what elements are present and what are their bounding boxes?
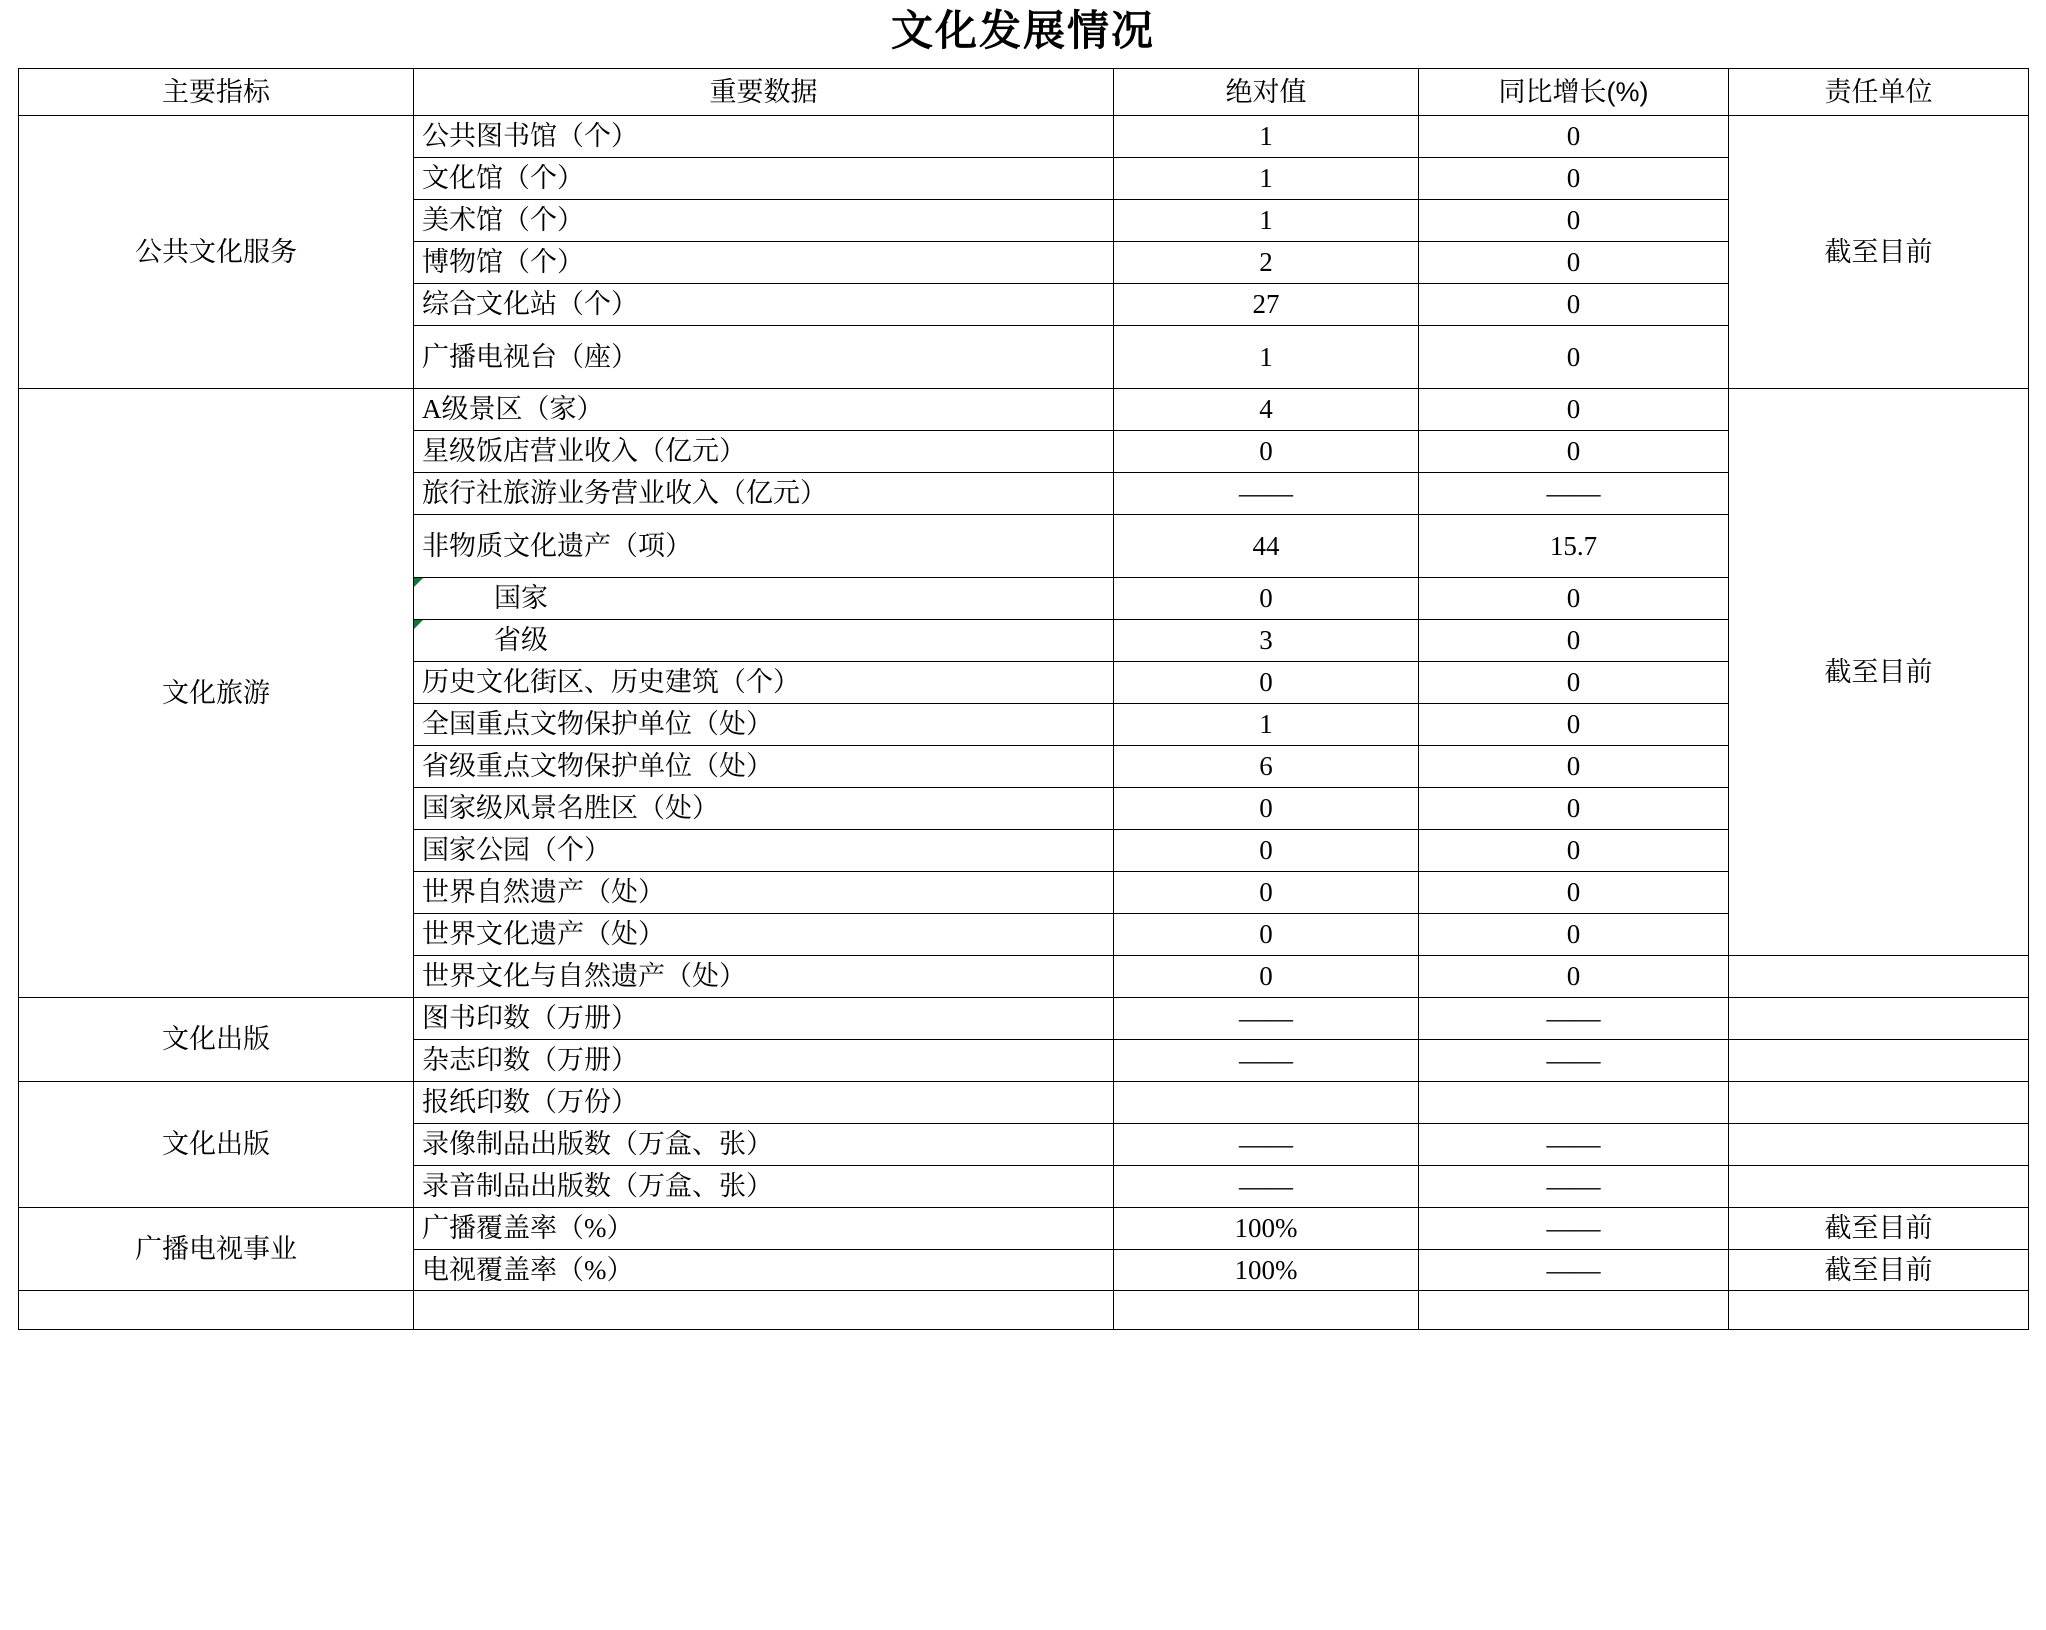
row-yoy-value: —— [1419, 1124, 1729, 1166]
group-unit [1729, 1082, 2029, 1124]
row-absolute-value [1114, 1082, 1419, 1124]
group-unit: 截至目前 [1729, 116, 2029, 389]
row-item-label: 广播电视台（座） [414, 326, 1114, 389]
row-yoy-value: 0 [1419, 746, 1729, 788]
row-absolute-value: 0 [1114, 956, 1419, 998]
row-yoy-value: 0 [1419, 200, 1729, 242]
row-yoy-value: 0 [1419, 578, 1729, 620]
empty-cell [414, 1291, 1114, 1330]
row-yoy-value: 0 [1419, 116, 1729, 158]
row-item-label: 国家级风景名胜区（处） [414, 788, 1114, 830]
table-row-empty [19, 1291, 2029, 1330]
group-unit [1729, 1166, 2029, 1208]
row-absolute-value: 0 [1114, 578, 1419, 620]
row-item-label: 世界文化与自然遗产（处） [414, 956, 1114, 998]
row-yoy-value: 0 [1419, 788, 1729, 830]
row-item-label: 世界自然遗产（处） [414, 872, 1114, 914]
row-absolute-value: 1 [1114, 326, 1419, 389]
row-yoy-value: —— [1419, 1040, 1729, 1082]
group-label: 公共文化服务 [19, 116, 414, 389]
group-unit [1729, 998, 2029, 1040]
row-yoy-value: 0 [1419, 830, 1729, 872]
row-item-label: 电视覆盖率（%） [414, 1250, 1114, 1291]
row-yoy-value: —— [1419, 1250, 1729, 1291]
row-yoy-value: 0 [1419, 662, 1729, 704]
row-absolute-value: 6 [1114, 746, 1419, 788]
culture-development-table [18, 68, 2029, 1330]
row-absolute-value: —— [1114, 998, 1419, 1040]
row-item-label: 非物质文化遗产（项） [414, 515, 1114, 578]
row-yoy-value: 15.7 [1419, 515, 1729, 578]
row-absolute-value: 0 [1114, 662, 1419, 704]
row-absolute-value: 0 [1114, 914, 1419, 956]
group-label: 广播电视事业 [19, 1208, 414, 1291]
page-title: 文化发展情况 [890, 7, 1155, 54]
row-yoy-value: 0 [1419, 956, 1729, 998]
row-yoy-value: 0 [1419, 326, 1729, 389]
row-absolute-value: 100% [1114, 1250, 1419, 1291]
row-item-label: 省级 [414, 620, 1114, 662]
empty-cell [1729, 1291, 2029, 1330]
row-absolute-value: 0 [1114, 788, 1419, 830]
row-absolute-value: —— [1114, 1124, 1419, 1166]
column-header-yoy: 同比增长(%) [1419, 69, 1729, 116]
table-row [19, 389, 2029, 431]
column-header-data: 重要数据 [414, 69, 1114, 116]
row-item-label: 国家 [414, 578, 1114, 620]
empty-cell [19, 1291, 414, 1330]
group-label: 文化旅游 [19, 389, 414, 998]
row-yoy-value: —— [1419, 1166, 1729, 1208]
row-item-label: 杂志印数（万册） [414, 1040, 1114, 1082]
row-yoy-value: —— [1419, 1208, 1729, 1250]
row-unit: 截至目前 [1729, 1208, 2029, 1250]
group-label: 文化出版 [19, 1082, 414, 1208]
row-yoy-value [1419, 1082, 1729, 1124]
row-absolute-value: 1 [1114, 158, 1419, 200]
row-item-label: 公共图书馆（个） [414, 116, 1114, 158]
row-item-label: 广播覆盖率（%） [414, 1208, 1114, 1250]
row-yoy-value: 0 [1419, 284, 1729, 326]
row-absolute-value: 3 [1114, 620, 1419, 662]
table-row [19, 1082, 2029, 1124]
column-header-absolute: 绝对值 [1114, 69, 1419, 116]
row-item-label: 历史文化街区、历史建筑（个） [414, 662, 1114, 704]
row-absolute-value: 1 [1114, 704, 1419, 746]
row-yoy-value: 0 [1419, 872, 1729, 914]
row-item-label: 美术馆（个） [414, 200, 1114, 242]
row-item-label: 综合文化站（个） [414, 284, 1114, 326]
row-item-label: 省级重点文物保护单位（处） [414, 746, 1114, 788]
row-yoy-value: 0 [1419, 914, 1729, 956]
table-row [19, 1208, 2029, 1250]
group-unit: 截至目前 [1729, 389, 2029, 956]
row-item-label: 博物馆（个） [414, 242, 1114, 284]
table-row [19, 116, 2029, 158]
row-absolute-value: 27 [1114, 284, 1419, 326]
row-item-label: 录音制品出版数（万盒、张） [414, 1166, 1114, 1208]
table-row [19, 998, 2029, 1040]
group-label: 文化出版 [19, 998, 414, 1082]
row-item-label: 图书印数（万册） [414, 998, 1114, 1040]
row-absolute-value: —— [1114, 1040, 1419, 1082]
row-item-label: 国家公园（个） [414, 830, 1114, 872]
row-absolute-value: 100% [1114, 1208, 1419, 1250]
row-absolute-value: 0 [1114, 830, 1419, 872]
row-item-label: A级景区（家） [414, 389, 1114, 431]
row-absolute-value: 4 [1114, 389, 1419, 431]
column-header-indicator: 主要指标 [19, 69, 414, 116]
row-item-label: 文化馆（个） [414, 158, 1114, 200]
table-body [19, 116, 2029, 1330]
row-absolute-value: 0 [1114, 431, 1419, 473]
empty-cell [1114, 1291, 1419, 1330]
row-absolute-value: 0 [1114, 872, 1419, 914]
group-unit [1729, 956, 2029, 998]
column-header-unit: 责任单位 [1729, 69, 2029, 116]
row-absolute-value: 1 [1114, 200, 1419, 242]
row-absolute-value: —— [1114, 473, 1419, 515]
table-header-row [19, 69, 2029, 116]
row-yoy-value: 0 [1419, 704, 1729, 746]
row-item-label: 报纸印数（万份） [414, 1082, 1114, 1124]
table-header [19, 69, 2029, 116]
row-yoy-value: 0 [1419, 242, 1729, 284]
row-yoy-value: —— [1419, 473, 1729, 515]
row-yoy-value: 0 [1419, 431, 1729, 473]
row-unit: 截至目前 [1729, 1250, 2029, 1291]
row-yoy-value: 0 [1419, 620, 1729, 662]
row-yoy-value: 0 [1419, 158, 1729, 200]
row-item-label: 全国重点文物保护单位（处） [414, 704, 1114, 746]
row-absolute-value: 2 [1114, 242, 1419, 284]
group-unit [1729, 1124, 2029, 1166]
group-unit [1729, 1040, 2029, 1082]
row-item-label: 录像制品出版数（万盒、张） [414, 1124, 1114, 1166]
row-item-label: 世界文化遗产（处） [414, 914, 1114, 956]
row-absolute-value: 1 [1114, 116, 1419, 158]
empty-cell [1419, 1291, 1729, 1330]
row-yoy-value: 0 [1419, 389, 1729, 431]
row-absolute-value: —— [1114, 1166, 1419, 1208]
row-item-label: 星级饭店营业收入（亿元） [414, 431, 1114, 473]
row-absolute-value: 44 [1114, 515, 1419, 578]
row-yoy-value: —— [1419, 998, 1729, 1040]
row-item-label: 旅行社旅游业务营业收入（亿元） [414, 473, 1114, 515]
